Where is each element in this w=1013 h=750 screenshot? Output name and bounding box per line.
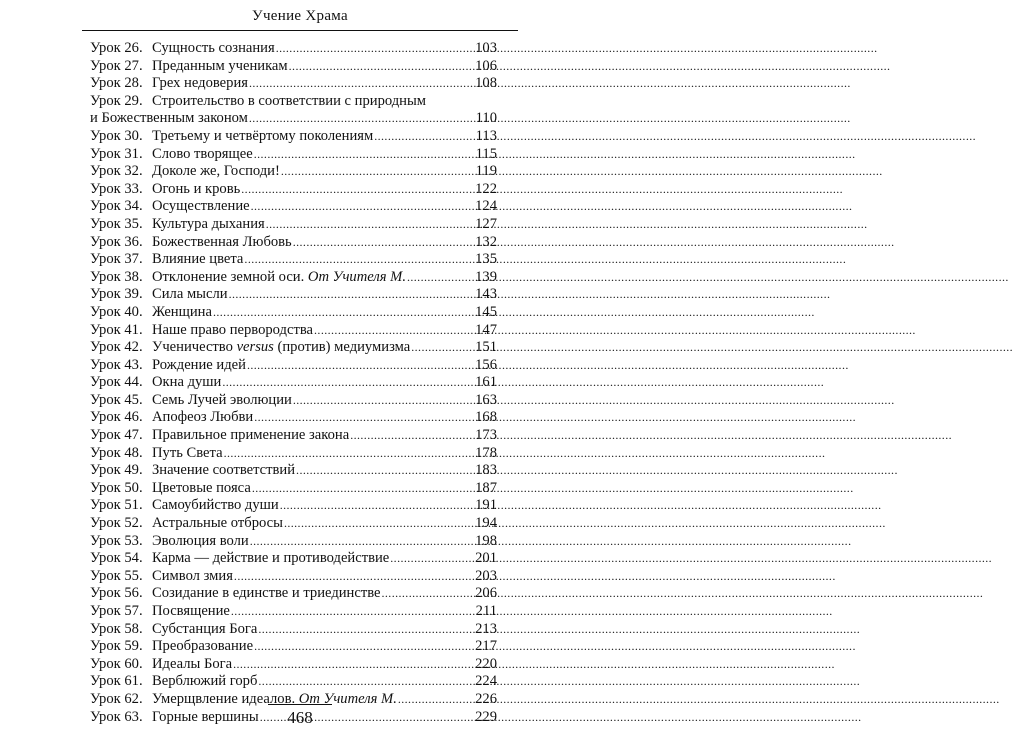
dot-leader <box>249 110 475 128</box>
entry-title-text: Горные вершины <box>152 708 259 725</box>
entry-title-text: Правильное применение закона <box>152 427 350 444</box>
dot-leader <box>382 585 475 603</box>
lesson-number: Урок 40. <box>90 303 143 320</box>
lesson-number: Урок 46. <box>90 409 143 426</box>
dot-leader <box>254 638 474 656</box>
toc-entry <box>90 216 497 234</box>
dot-leader <box>398 691 474 709</box>
dot-leader <box>229 286 475 304</box>
lesson-number: Урок 63. <box>90 708 143 725</box>
header-rule <box>82 30 518 31</box>
entry-title-text: Цветовые пояса <box>152 479 251 496</box>
toc-entry <box>90 339 497 357</box>
entry-page-number: 187 <box>475 479 497 496</box>
entry-title-after: (против) медиумизма <box>277 339 411 356</box>
lesson-number: Урок 49. <box>90 462 143 479</box>
entry-page-number: 151 <box>475 339 497 356</box>
toc-entry <box>90 533 497 551</box>
dot-leader <box>252 480 474 498</box>
entry-title <box>152 409 253 427</box>
entry-title <box>152 251 243 269</box>
entry-page-number: 156 <box>475 356 497 373</box>
lesson-number: Урок 55. <box>90 567 143 584</box>
entry-title-text: Посвящение <box>152 603 230 619</box>
dot-leader <box>258 621 474 639</box>
entry-title <box>152 568 233 586</box>
entry-title <box>152 497 279 515</box>
dot-leader <box>254 146 475 164</box>
toc-entry <box>90 374 497 392</box>
lesson-number: Урок 62. <box>90 690 143 707</box>
toc-entry <box>90 621 497 639</box>
toc-entry <box>90 286 497 304</box>
entry-title-text: Ученичество <box>152 339 233 356</box>
entry-title-text: Отклонение земной оси. <box>152 268 305 285</box>
entry-page-number: 135 <box>475 251 497 268</box>
dot-leader <box>276 40 474 58</box>
entry-page-number: 226 <box>475 690 497 707</box>
dot-leader <box>407 269 474 287</box>
entry-page-number: 229 <box>475 708 497 725</box>
lesson-number: Урок 28. <box>90 75 143 92</box>
entry-page-number: 113 <box>475 127 497 144</box>
entry-title-text: Умерщвление идеалов. <box>152 690 296 707</box>
entry-page-number: 168 <box>475 409 497 426</box>
entry-page-number: 127 <box>475 215 497 232</box>
toc-entry <box>90 40 497 58</box>
dot-leader <box>222 374 474 392</box>
entry-page-number: 115 <box>475 145 497 162</box>
lesson-number: Урок 26. <box>90 40 143 56</box>
dot-leader <box>374 128 474 146</box>
entry-title <box>152 58 288 76</box>
dot-leader <box>241 181 474 199</box>
entry-title-text: Верблюжий горб <box>152 673 258 690</box>
entry-title-text: Осуществление <box>152 198 250 215</box>
entry-page-number: 213 <box>475 620 497 637</box>
entry-title <box>152 550 389 568</box>
lesson-number: Урок 56. <box>90 585 143 602</box>
dot-leader <box>258 673 474 691</box>
entry-title <box>152 40 275 58</box>
entry-page-number: 191 <box>475 497 497 514</box>
lesson-number: Урок 52. <box>90 515 143 532</box>
entry-page-number: 203 <box>475 567 497 584</box>
entry-title-text: Женщина <box>152 303 212 320</box>
entry-title <box>152 603 230 621</box>
entry-page-number: 143 <box>475 286 497 303</box>
toc-entry <box>90 673 497 691</box>
entry-page-number: 163 <box>475 391 497 408</box>
lesson-number: Урок 50. <box>90 479 143 496</box>
entry-page-number: 161 <box>475 374 497 391</box>
lesson-number: Урок 39. <box>90 286 143 303</box>
entry-title-text: Влияние цвета <box>152 251 244 268</box>
dot-leader <box>213 304 474 322</box>
entry-page-number: 139 <box>475 268 497 285</box>
entry-title-text: Доколе же, Господи! <box>152 163 280 180</box>
entry-title <box>152 357 246 375</box>
toc-entry <box>90 304 497 322</box>
entry-title-text: Божественная Любовь <box>152 233 292 250</box>
toc-entry <box>90 93 497 111</box>
entry-title <box>152 163 280 181</box>
toc-entry <box>90 445 497 463</box>
entry-title <box>152 181 240 199</box>
entry-title-text: Рождение идей <box>152 356 246 373</box>
entry-title <box>152 427 349 445</box>
toc-entry <box>90 181 497 199</box>
dot-leader <box>233 656 474 674</box>
toc-entry <box>90 128 497 146</box>
entry-page-number: 173 <box>475 427 497 444</box>
toc-entry <box>90 480 497 498</box>
toc-entry <box>90 146 497 164</box>
toc-entry <box>90 269 497 287</box>
entry-title-text: Грех недоверия <box>152 75 248 92</box>
lesson-number: Урок 45. <box>90 391 143 408</box>
entry-title <box>152 374 221 392</box>
toc-entry <box>90 462 497 480</box>
dot-leader <box>350 427 474 445</box>
dot-leader <box>234 568 474 586</box>
entry-title <box>152 286 228 304</box>
entry-title <box>152 515 283 533</box>
toc-entry <box>90 58 497 76</box>
entry-page-number: 147 <box>475 321 497 338</box>
toc-entry <box>90 691 497 709</box>
toc-entry <box>90 234 497 252</box>
entry-title-text: Самоубийство души <box>152 497 279 514</box>
entry-page-number: 103 <box>475 40 497 56</box>
toc-entry <box>90 75 497 93</box>
running-header: Учение Храма <box>252 8 348 24</box>
lesson-number: Урок 48. <box>90 444 143 461</box>
lesson-number: Урок 61. <box>90 673 143 690</box>
dot-leader <box>314 322 474 340</box>
dot-leader <box>244 251 474 269</box>
entry-title <box>152 339 410 357</box>
entry-title: Строительство в соответствии с природным <box>152 92 427 109</box>
entry-title-text: Преданным ученикам <box>152 57 288 74</box>
lesson-number: Урок 44. <box>90 374 143 391</box>
entry-title <box>152 75 248 93</box>
entry-page-number: 122 <box>475 180 497 197</box>
entry-title-text: Путь Света <box>152 444 223 461</box>
entry-title <box>152 585 381 603</box>
toc-entry <box>90 163 497 181</box>
entry-page-number: 224 <box>475 673 497 690</box>
dot-leader <box>254 409 474 427</box>
toc-entry <box>90 550 497 568</box>
toc-entry <box>90 251 497 269</box>
entry-page-number: 145 <box>475 303 497 320</box>
lesson-number: Урок 35. <box>90 215 143 232</box>
dot-leader <box>247 357 474 375</box>
entry-title-text: Третьему и четвёртому поколениям <box>152 127 374 144</box>
toc-entry-continuation <box>90 110 497 128</box>
entry-title-continuation: и Божественным законом <box>90 110 248 127</box>
toc-entry <box>90 409 497 427</box>
lesson-number: Урок 57. <box>90 603 143 619</box>
dot-leader <box>224 445 475 463</box>
entry-title-text: Сущность сознания <box>152 40 275 56</box>
dot-leader <box>266 216 474 234</box>
entry-title <box>152 269 406 287</box>
toc-entry <box>90 392 497 410</box>
dot-leader <box>293 234 474 252</box>
toc-entry <box>90 322 497 340</box>
entry-title <box>152 480 251 498</box>
lesson-number: Урок 53. <box>90 532 143 549</box>
toc-entry <box>90 568 497 586</box>
entry-page-number: 108 <box>475 75 497 92</box>
entry-title-text: Значение соответствий <box>152 462 296 479</box>
toc-entry <box>90 585 497 603</box>
lesson-number: Урок 29. <box>90 92 143 109</box>
entry-title <box>152 304 212 322</box>
dot-leader <box>293 392 474 410</box>
entry-page-number: 178 <box>475 444 497 461</box>
entry-title <box>152 234 292 252</box>
entry-title-text: Наше право первородства <box>152 321 314 338</box>
dot-leader <box>289 58 474 76</box>
toc-entry <box>90 515 497 533</box>
page-number: 468 <box>287 708 313 727</box>
toc-entry <box>90 198 497 216</box>
toc-entry <box>90 638 497 656</box>
lesson-number: Урок 43. <box>90 356 143 373</box>
entry-title <box>152 673 257 691</box>
lesson-number: Урок 31. <box>90 145 143 162</box>
entry-page-number: 211 <box>475 603 497 619</box>
entry-title-text: Семь Лучей эволюции <box>152 391 292 408</box>
entry-title-text: Эволюция воли <box>152 532 249 549</box>
entry-page-number: 119 <box>475 163 497 180</box>
entry-title-text: Символ змия <box>152 567 233 584</box>
toc-entry <box>90 357 497 375</box>
lesson-number: Урок 42. <box>90 339 143 356</box>
entry-title-text: Идеалы Бога <box>152 655 233 672</box>
entry-title-text: Сила мысли <box>152 286 228 303</box>
lesson-number: Урок 54. <box>90 550 143 567</box>
entry-title-text: Культура дыхания <box>152 215 265 232</box>
entry-title <box>152 533 249 551</box>
lesson-number: Урок 47. <box>90 427 143 444</box>
dot-leader <box>281 163 475 181</box>
dot-leader <box>411 339 474 357</box>
entry-title <box>152 216 265 234</box>
entry-title <box>152 146 253 164</box>
entry-title <box>152 198 250 216</box>
entry-title-text: Слово творящее <box>152 145 253 162</box>
entry-title-italic: versus <box>236 339 274 356</box>
lesson-number: Урок 33. <box>90 180 143 197</box>
entry-title-text: Окна души <box>152 374 222 391</box>
entry-title-italic: От Учителя М. <box>298 690 397 707</box>
entry-page-number: 217 <box>475 638 497 655</box>
entry-page-number: 201 <box>475 550 497 567</box>
entry-page-number: 198 <box>475 532 497 549</box>
dot-leader <box>250 533 474 551</box>
toc-entry <box>90 656 497 674</box>
entry-page-number: 194 <box>475 515 497 532</box>
lesson-number: Урок 37. <box>90 251 143 268</box>
entry-title-text: Субстанция Бога <box>152 620 258 637</box>
entry-title <box>152 392 292 410</box>
entry-title <box>152 322 313 340</box>
dot-leader <box>390 550 474 568</box>
entry-title <box>152 445 223 463</box>
entry-title-text: Карма — действие и противодействие <box>152 550 390 567</box>
entry-title <box>152 638 253 656</box>
toc-entry <box>90 603 497 621</box>
entry-title-text: Огонь и кровь <box>152 180 241 197</box>
entry-title-text: Созидание в единстве и триединстве <box>152 585 381 602</box>
entry-title-text: Преобразование <box>152 638 254 655</box>
entry-title-italic: От Учителя М. <box>307 268 406 285</box>
lesson-number: Урок 27. <box>90 57 143 74</box>
table-of-contents <box>90 40 497 726</box>
entry-title-text: Астральные отбросы <box>152 515 283 532</box>
entry-page-number: 110 <box>475 110 497 127</box>
dot-leader <box>284 515 474 533</box>
dot-leader <box>251 198 474 216</box>
lesson-number: Урок 58. <box>90 620 143 637</box>
lesson-number: Урок 60. <box>90 655 143 672</box>
entry-page-number: 183 <box>475 462 497 479</box>
entry-page-number: 124 <box>475 198 497 215</box>
dot-leader <box>231 603 475 621</box>
lesson-number: Урок 41. <box>90 321 143 338</box>
lesson-number: Урок 30. <box>90 127 143 144</box>
entry-page-number: 220 <box>475 655 497 672</box>
entry-title <box>152 691 397 709</box>
entry-page-number: 106 <box>475 57 497 74</box>
lesson-number: Урок 51. <box>90 497 143 514</box>
entry-title <box>152 462 295 480</box>
dot-leader <box>296 462 474 480</box>
lesson-number: Урок 32. <box>90 163 143 180</box>
dot-leader <box>249 75 474 93</box>
dot-leader <box>280 497 474 515</box>
entry-title-text: Апофеоз Любви <box>152 409 254 426</box>
toc-entry <box>90 427 497 445</box>
entry-title <box>152 656 232 674</box>
entry-title <box>152 128 373 146</box>
lesson-number: Урок 38. <box>90 268 143 285</box>
entry-page-number: 132 <box>475 233 497 250</box>
lesson-number: Урок 59. <box>90 638 143 655</box>
footer-rule <box>268 704 332 705</box>
lesson-number: Урок 34. <box>90 198 143 215</box>
toc-entry <box>90 497 497 515</box>
lesson-number: Урок 36. <box>90 233 143 250</box>
entry-title <box>152 621 257 639</box>
entry-page-number: 206 <box>475 585 497 602</box>
